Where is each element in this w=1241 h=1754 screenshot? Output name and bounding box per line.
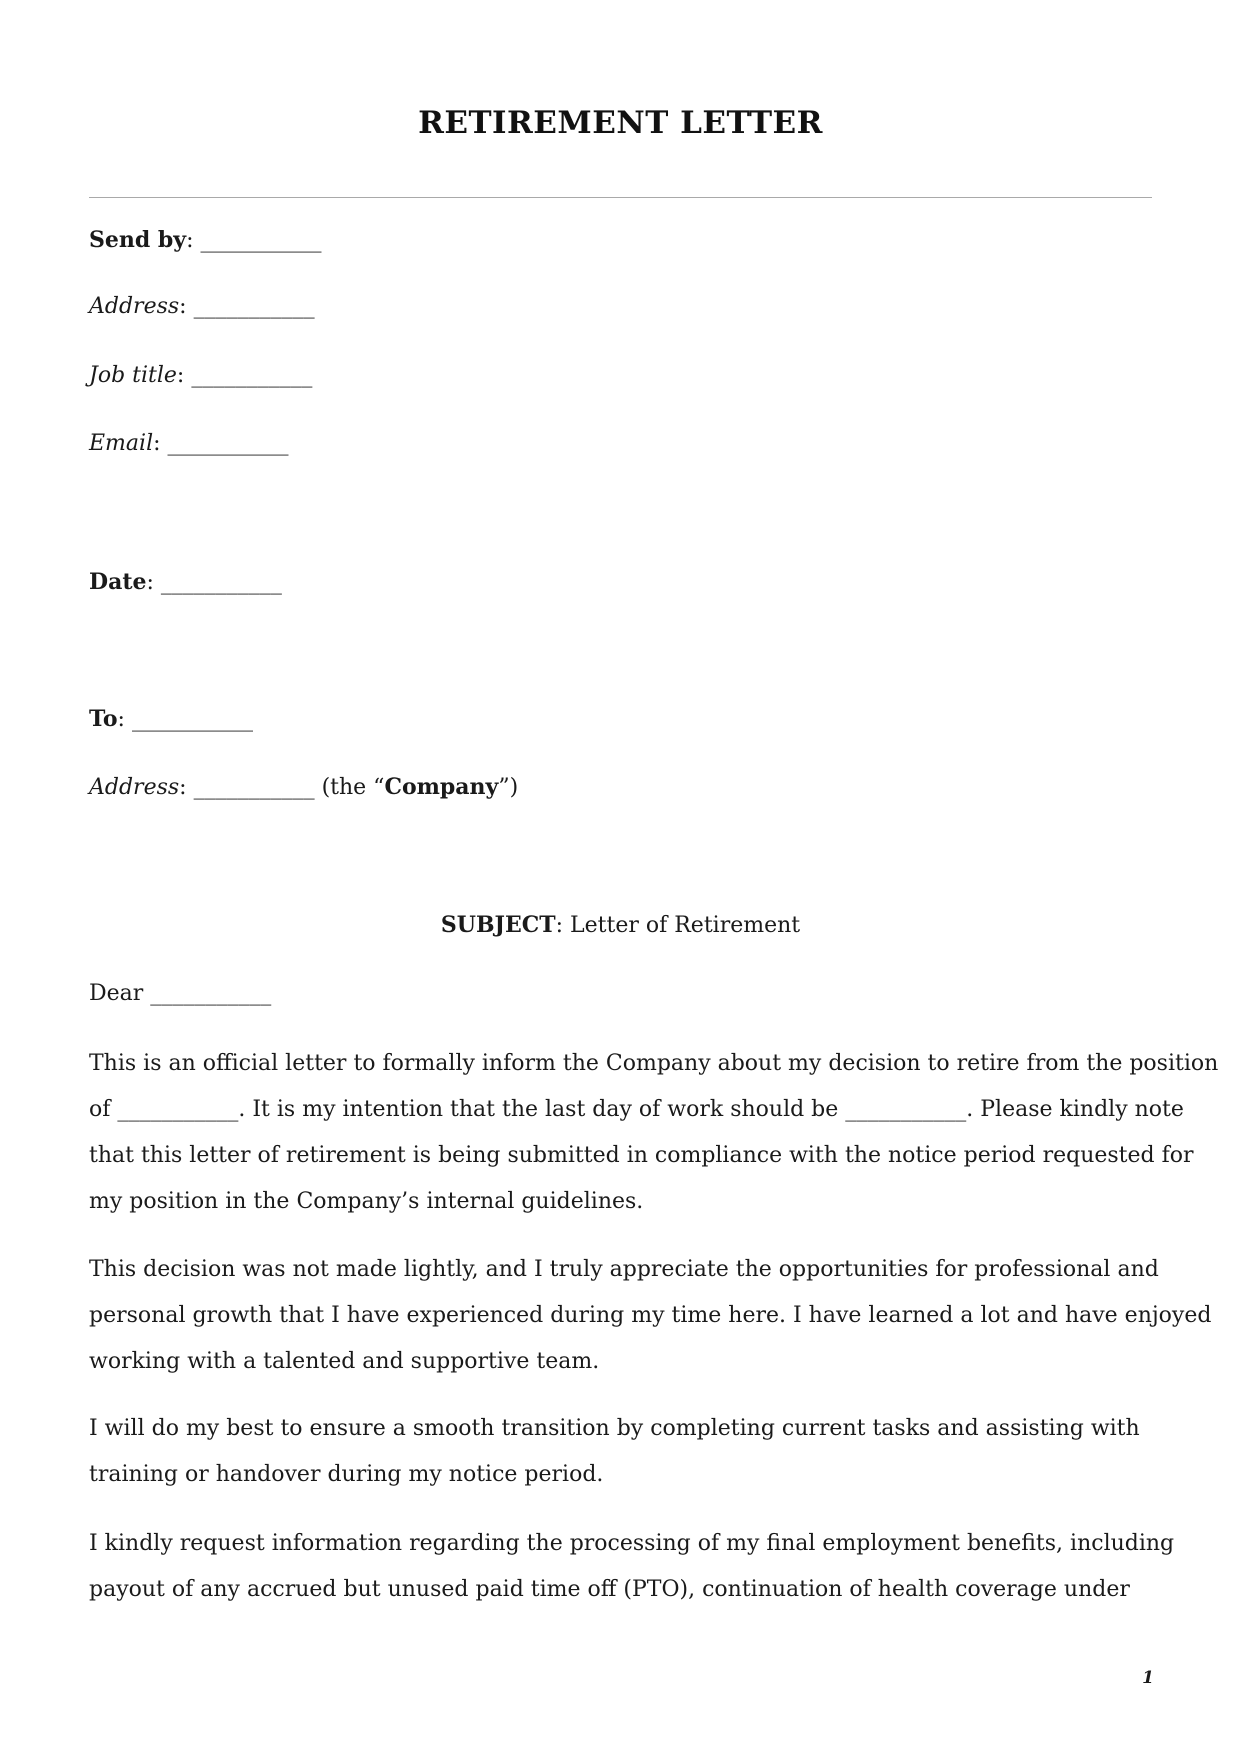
paragraph-line: that this letter of retirement is being submitted in compliance with the notice period requested for — [89, 1143, 1194, 1168]
send-by-label: Send by — [89, 227, 187, 253]
paragraph-line: I kindly request information regarding the processing of my final employment benefits, including — [89, 1531, 1175, 1556]
paragraph-2 — [89, 1247, 1212, 1385]
paragraph-line: payout of any accrued but unused paid time off (PTO), continuation of health coverage under — [89, 1577, 1130, 1602]
recipient-address-blank[interactable]: ___________ — [193, 775, 315, 800]
job-title-blank[interactable]: ___________ — [191, 363, 313, 388]
paragraph-line: This is an official letter to formally inform the Company about my decision to retire from the position — [89, 1051, 1219, 1076]
to-line: To: ___________ — [89, 706, 253, 732]
sender-address-blank[interactable]: ___________ — [193, 294, 315, 319]
paragraph-line: of ___________. It is my intention that the last day of work should be ___________. Please kindly note — [89, 1097, 1184, 1122]
paragraph-4 — [89, 1521, 1175, 1613]
paragraph-line: I will do my best to ensure a smooth transition by completing current tasks and assisting with — [89, 1416, 1140, 1441]
job-title-line: Job title: ___________ — [89, 363, 313, 388]
paragraph-line: personal growth that I have experienced during my time here. I have learned a lot and have enjoyed — [89, 1303, 1212, 1328]
email-label: Email — [89, 431, 154, 456]
job-title-label: Job title — [89, 363, 177, 388]
sender-address-line: Address: ___________ — [89, 294, 315, 319]
subject-label: SUBJECT — [440, 912, 556, 938]
paragraph-line: training or handover during my notice period. — [89, 1462, 604, 1487]
subject-text: : Letter of Retirement — [555, 913, 801, 938]
email-line: Email: ___________ — [89, 431, 289, 456]
paragraph-1 — [89, 1041, 1219, 1225]
send-by-blank[interactable]: ___________ — [200, 228, 322, 253]
document-title: RETIREMENT LETTER — [418, 105, 823, 141]
company-suffix: ”) — [498, 775, 519, 800]
paragraph-line: my position in the Company’s internal guidelines. — [89, 1189, 644, 1214]
title-divider — [89, 197, 1152, 198]
to-blank[interactable]: ___________ — [131, 707, 253, 732]
date-blank[interactable]: ___________ — [160, 570, 282, 595]
recipient-address-line: Address: ___________ (the “Company”) — [89, 774, 519, 800]
to-label: To — [89, 706, 118, 732]
email-blank[interactable]: ___________ — [167, 431, 289, 456]
paragraph-3 — [89, 1406, 1157, 1498]
paragraph-line: This decision was not made lightly, and I truly appreciate the opportunities for professional and — [89, 1257, 1159, 1282]
subject-line — [0, 910, 1241, 941]
company-prefix: (the “ — [314, 775, 385, 800]
paragraph-line: working with a talented and supportive team. — [89, 1349, 600, 1374]
sender-address-label: Address — [89, 294, 180, 319]
salutation: Dear ___________ — [89, 981, 272, 1006]
page-number: 1 — [1142, 1668, 1154, 1688]
send-by-line: Send by: ___________ — [89, 227, 322, 253]
recipient-address-label: Address — [89, 775, 180, 800]
date-line: Date: ___________ — [89, 569, 282, 595]
date-label: Date — [89, 569, 147, 595]
company-term: Company — [384, 774, 499, 800]
